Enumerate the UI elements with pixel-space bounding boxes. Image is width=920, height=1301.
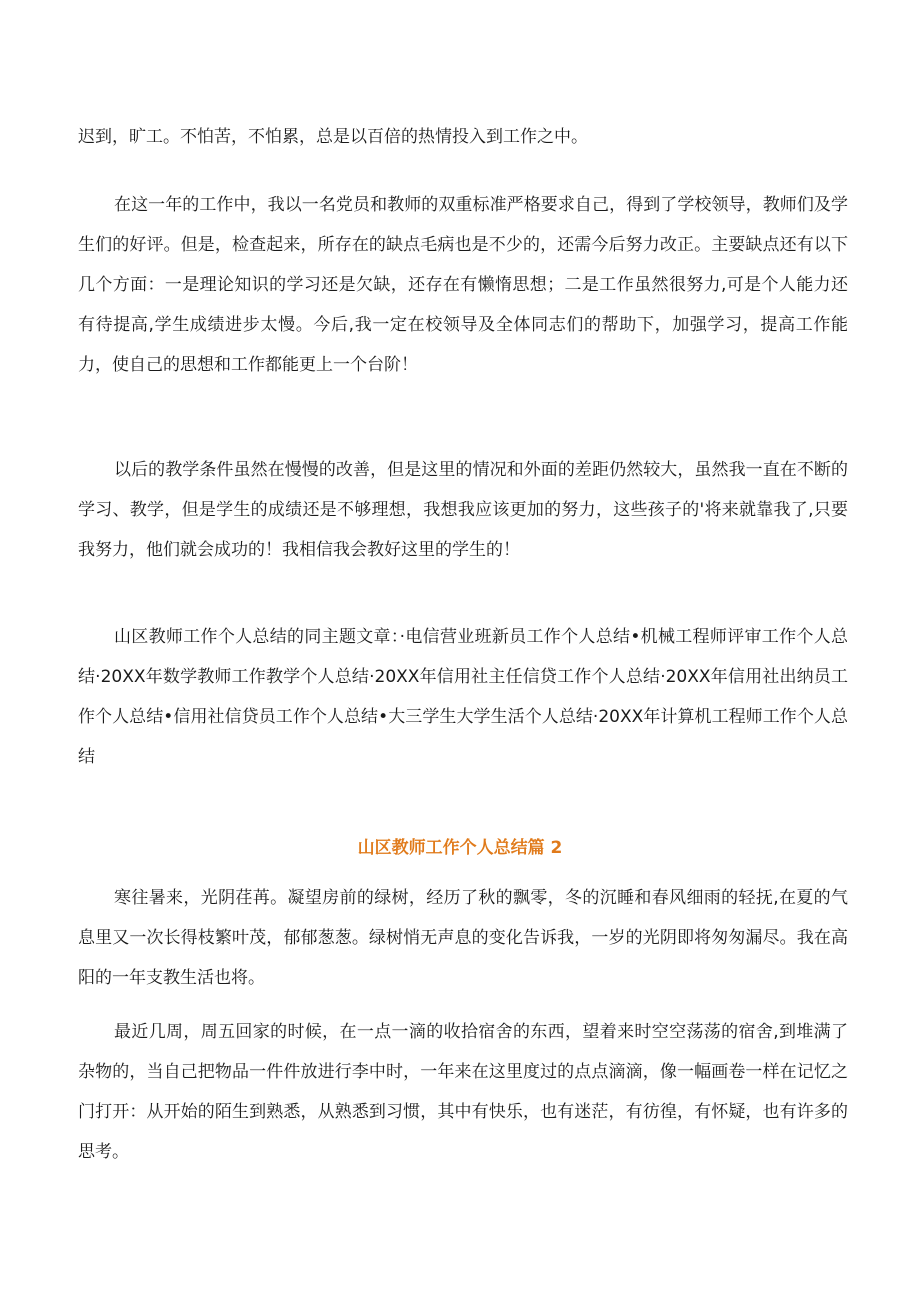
paragraph-teaching-conditions: 以后的教学条件虽然在慢慢的改善，但是这里的情况和外面的差距仍然较大，虽然我一直在不断的学习、教学，但是学生的成绩还是不够理想，我想我应该更加的努力，这些孩子的'将来就靠我了,只要我努力，他们就会成功的！我相信我会教好这里的学生的！ [78, 460, 848, 560]
paragraph-related-articles: 山区教师工作个人总结的同主题文章：·电信营业班新员工作个人总结•机械工程师评审工作个人总结·20XX年数学教师工作教学个人总结·20XX年信用社主任信贷工作个人总结·20XX年信用社出纳员工作个人总结•信用社信贷员工作个人总结•大三学生大学生活个人总结·20XX年计算机工程师工作个人总结 [78, 627, 848, 767]
paragraph-continuation: 迟到，旷工。不怕苦，不怕累，总是以百倍的热情投入到工作之中。 [78, 127, 588, 147]
paragraph-self-assessment: 在这一年的工作中，我以一名党员和教师的双重标准严格要求自己，得到了学校领导，教师们及学生们的好评。但是，检查起来，所存在的缺点毛病也是不少的，还需今后努力改正。主要缺点还有以下几个方面：一是理论知识的学习还是欠缺，还存在有懒惰思想；二是工作虽然很努力,可是个人能力还有待提高,学生成绩进步太慢。今后,我一定在校领导及全体同志们的帮助下，加强学习，提高工作能力，使自己的思想和工作都能更上一个台阶！ [78, 195, 848, 375]
section-heading: 山区教师工作个人总结篇 2 [357, 838, 563, 858]
paragraph-seasons: 寒往暑来，光阴荏苒。凝望房前的绿树，经历了秋的飘零，冬的沉睡和春风细雨的轻抚,在夏的气息里又一次长得枝繁叶茂，郁郁葱葱。绿树悄无声息的变化告诉我，一岁的光阴即将匆匆漏尽。我在高阳的一年支教生活也将。 [78, 888, 848, 988]
paragraph-recent-weeks: 最近几周，周五回家的时候，在一点一滴的收拾宿舍的东西，望着来时空空荡荡的宿舍,到堆满了杂物的，当自己把物品一件件放进行李中时，一年来在这里度过的点点滴滴，像一幅画卷一样在记忆之门打开：从开始的陌生到熟悉，从熟悉到习惯，其中有快乐，也有迷茫，有彷徨，有怀疑，也有许多的思考。 [78, 1022, 848, 1162]
